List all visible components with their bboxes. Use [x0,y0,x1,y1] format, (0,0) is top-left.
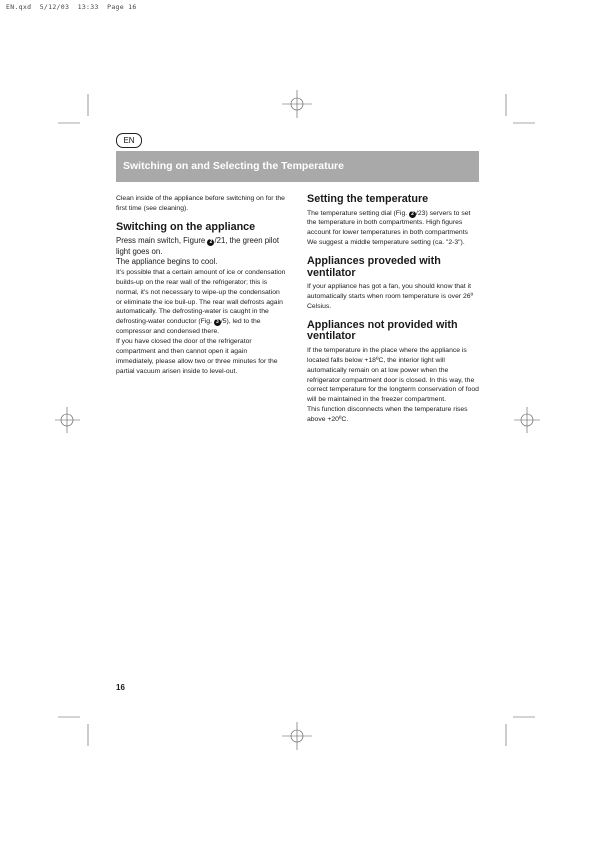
text-run: The temperature setting dial (Fig. [307,209,409,217]
language-badge: EN [116,133,142,148]
door-vacuum-paragraph: If you have closed the door of the refrigerator compartment and then cannot open it again immediately, please allow two or three minutes for the partial vacuum arisen inside to level-out. [116,338,278,375]
registration-mark-left [55,407,80,433]
figure-number-icon: 2 [409,211,416,218]
text-run: Press main switch, Figure [116,236,208,246]
suggested-setting: We suggest a middle temperature setting (ca. "2-3"). [307,239,465,247]
heading-with-ventilator: Appliances proveded with ventilator [307,255,441,279]
text-run: /5), led to the compressor and condensed there. [116,318,261,336]
text-run: It's possible that a certain amount of ice or condensation builds-up on the rear wall of the refrigerator; this is normal, it's not necessary to wipe-up the condensation or eliminate the ice buil-up. The rear wall defrosts again automatically. The defrosting-water is caught in the defrosting-water conductor (Fig. [116,268,286,326]
section-banner [116,151,479,182]
registration-mark-right [514,407,540,433]
intro-paragraph: Clean inside of the appliance before switching on for the first time (see cleaning). [116,195,285,212]
right-column [307,194,479,425]
setting-dial-paragraph [307,209,479,239]
disconnect-note: This function disconnects when the temperature rises above +20ºC. [307,406,468,424]
condensation-paragraph [116,268,286,337]
without-ventilator-paragraph: If the temperature in the place where the appliance is located falls below +18ºC, the interior light will automatically remain on at low power when the refrigerator compartment door is closed. In this way, the correct temperature for the longterm conservation of food will be maintained in the freezer compartment. [307,346,479,404]
with-ventilator-paragraph: If your appliance has got a fan, you should know that it automatically starts when room temperature is over 26º Celsius. [307,283,474,310]
figure-number-icon: 2 [207,239,214,246]
switch-instruction [116,236,286,257]
heading-switching-on: Switching on the appliance [116,220,256,233]
print-slug: EN.qxd 5/12/03 13:33 Page 16 [6,3,137,11]
page-number: 16 [116,683,125,692]
figure-number-icon: 3 [214,319,221,326]
text-run: /23) servers to set the temperature in both compartments. High figures account for lower temperatures in both compartments [307,209,471,237]
left-column [116,194,286,377]
registration-mark-bottom [282,722,312,750]
heading-setting-temperature: Setting the temperature [307,193,429,205]
registration-mark-top [282,90,312,118]
cooling-note: The appliance begins to cool. [116,257,218,267]
text-run: /21, the green pilot light goes on. [116,236,280,256]
section-title: Switching on and Selecting the Temperature [123,160,344,172]
heading-without-ventilator: Appliances not provided with ventilator [307,318,458,343]
